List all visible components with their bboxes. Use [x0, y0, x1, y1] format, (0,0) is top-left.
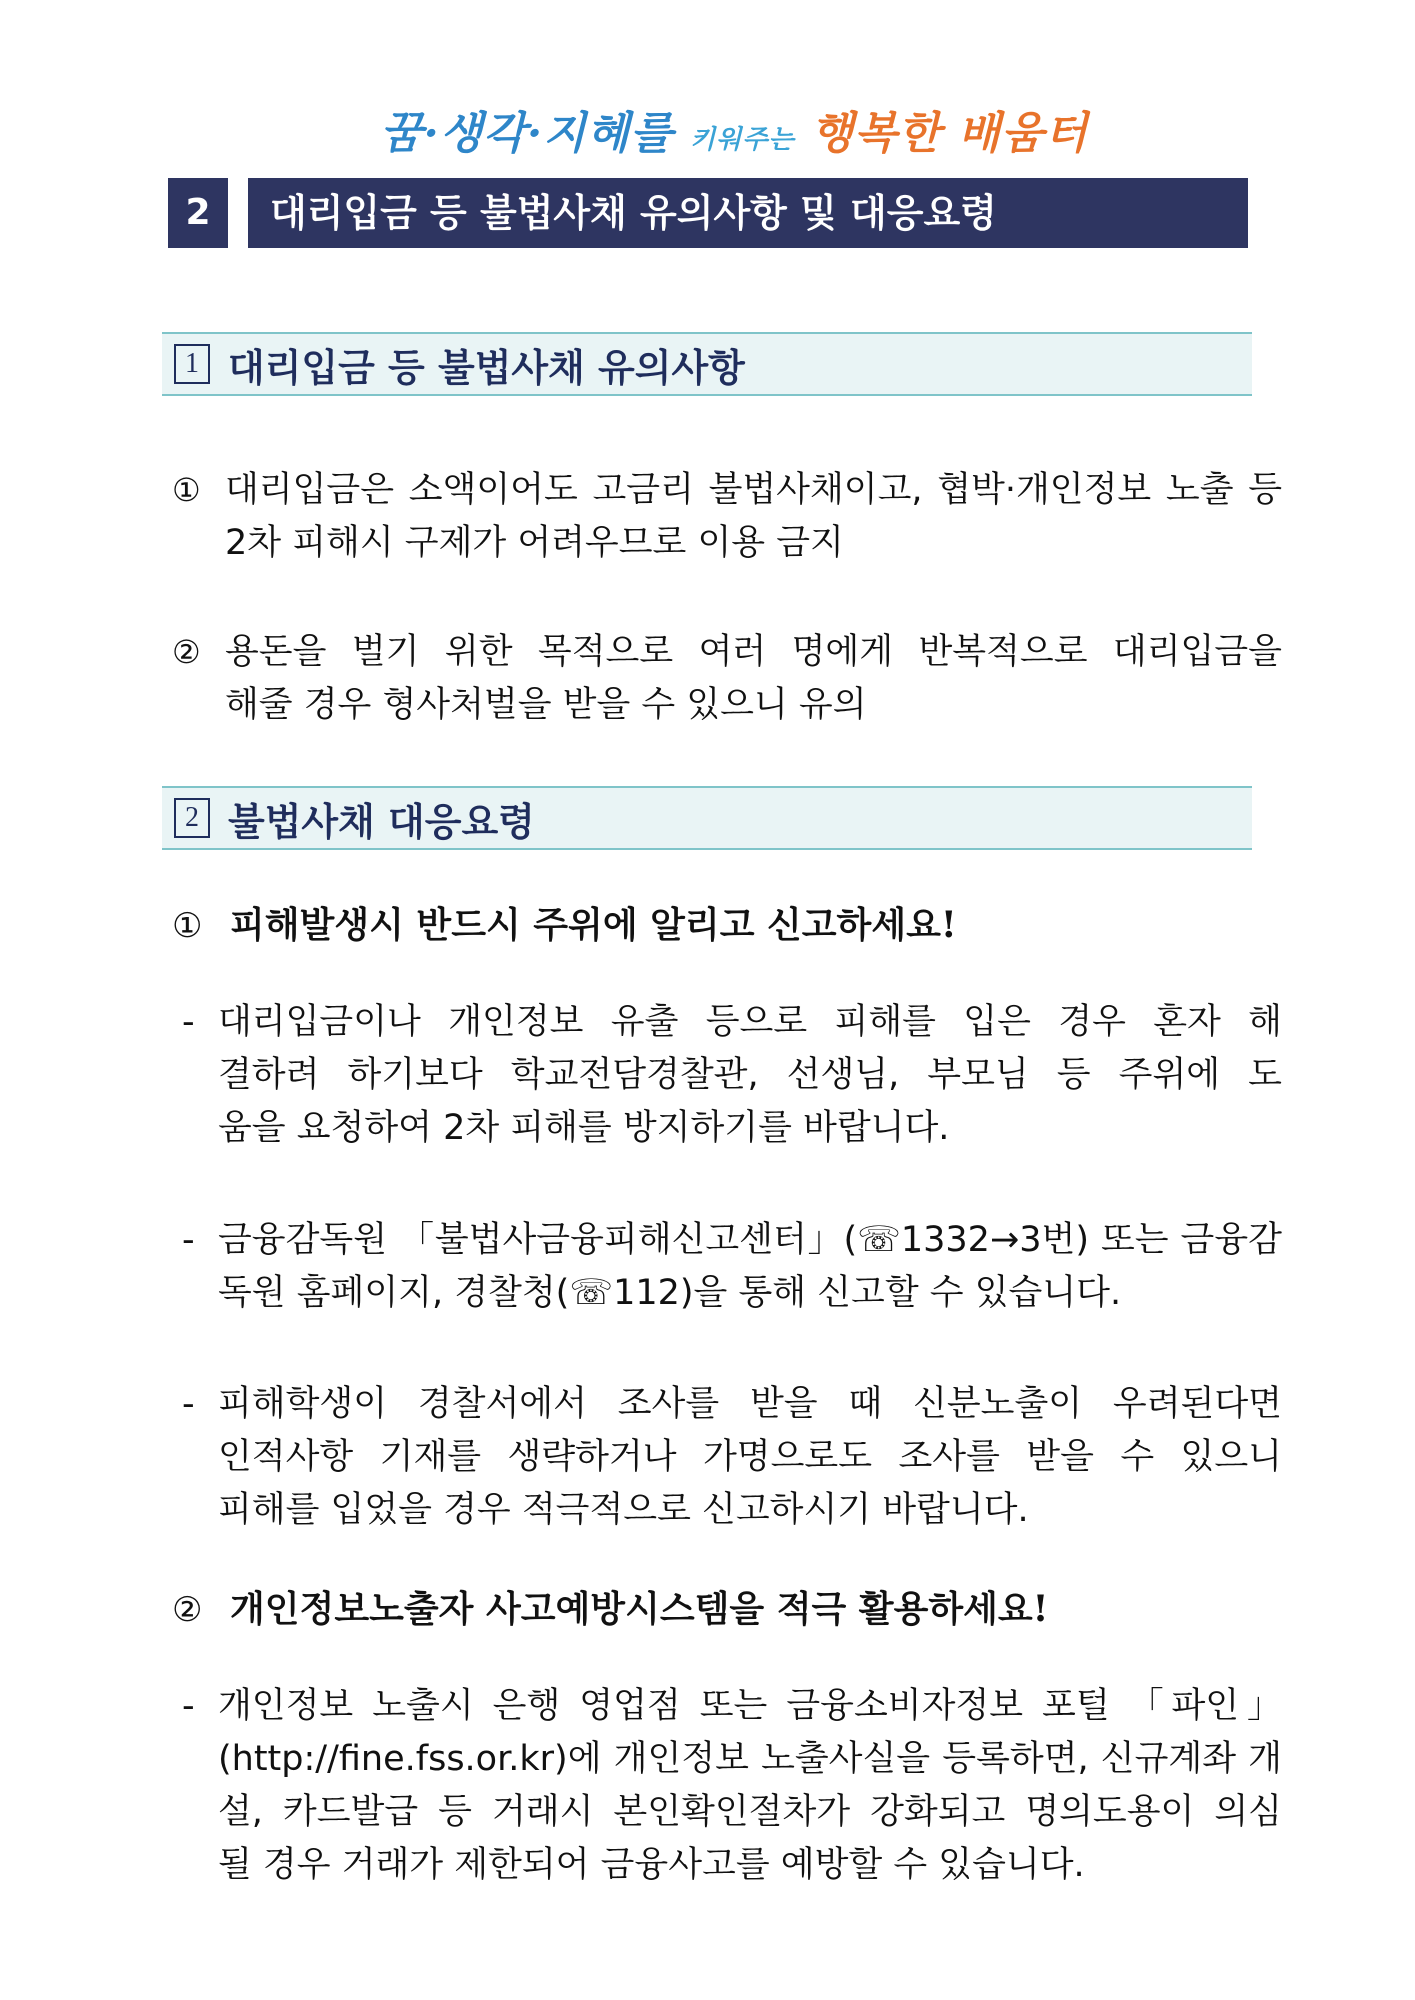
bullet-dash: - [182, 1220, 195, 1260]
response-1-bullet-3 [182, 1378, 1282, 1537]
bullet-dash: - [182, 1002, 195, 1042]
caution-item-2 [172, 626, 1282, 732]
chapter-number: 2 [168, 178, 228, 248]
bullet-line: 피해학생이 경찰서에서 조사를 받을 때 신분노출이 우려된다면 [218, 1384, 1282, 1424]
response-heading-2-marker: ② [172, 1590, 203, 1630]
caution-item-1-marker: ① [172, 471, 201, 509]
bullet-line: 개인정보 노출시 은행 영업점 또는 금융소비자정보 포털 「파인」 [218, 1686, 1282, 1726]
bullet-line: 결하려 하기보다 학교전담경찰관, 선생님, 부모님 등 주위에 도 [218, 1055, 1282, 1095]
response-heading-1-marker: ① [172, 906, 203, 946]
slogan-part-2: 키워주는 [690, 125, 795, 155]
bullet-line: 독원 홈페이지, 경찰청(☏112)을 통해 신고할 수 있습니다. [218, 1273, 1122, 1313]
response-heading-2 [172, 1584, 1282, 1635]
response-1-bullet-1 [182, 996, 1282, 1155]
response-heading-1 [172, 900, 1282, 951]
response-heading-2-title: 개인정보노출자 사고예방시스템을 적극 활용하세요! [230, 1588, 1049, 1630]
bullet-line: 될 경우 거래가 제한되어 금융사고를 예방할 수 있습니다. [218, 1845, 1085, 1885]
bullet-line: 피해를 입었을 경우 적극적으로 신고하시기 바랍니다. [218, 1490, 1029, 1530]
section-1-header [162, 332, 1252, 396]
bullet-dash: - [182, 1686, 195, 1726]
slogan-part-3: 행복한 배움터 [810, 108, 1089, 159]
section-2-header [162, 786, 1252, 850]
school-slogan-banner [380, 100, 1089, 168]
response-heading-1-title: 피해발생시 반드시 주위에 알리고 신고하세요! [230, 904, 957, 946]
bullet-line: 금융감독원 「불법사금융피해신고센터」(☏1332→3번) 또는 금융감 [218, 1220, 1282, 1260]
section-2-title: 불법사채 대응요령 [228, 799, 535, 844]
caution-item-1 [172, 464, 1282, 570]
bullet-line: 인적사항 기재를 생략하거나 가명으로도 조사를 받을 수 있으니 [218, 1437, 1282, 1477]
slogan-part-1: 꿈·생각·지혜를 [380, 108, 674, 159]
caution-item-1-line-2: 2차 피해시 구제가 어려우므로 이용 금지 [225, 523, 844, 563]
bullet-line: 움을 요청하여 2차 피해를 방지하기를 바랍니다. [218, 1108, 950, 1148]
bullet-line: 설, 카드발급 등 거래시 본인확인절차가 강화되고 명의도용이 의심 [218, 1792, 1282, 1832]
caution-item-2-line-1: 용돈을 벌기 위한 목적으로 여러 명에게 반복적으로 대리입금을 [225, 632, 1282, 672]
bullet-line: 대리입금이나 개인정보 유출 등으로 피해를 입은 경우 혼자 해 [218, 1002, 1282, 1042]
section-1-title: 대리입금 등 불법사채 유의사항 [228, 345, 745, 390]
section-2-marker: 2 [174, 798, 210, 838]
chapter-title: 대리입금 등 불법사채 유의사항 및 대응요령 [248, 178, 1248, 248]
response-1-bullet-2 [182, 1214, 1282, 1320]
caution-item-2-line-2: 해줄 경우 형사처벌을 받을 수 있으니 유의 [225, 685, 867, 725]
bullet-dash: - [182, 1384, 195, 1424]
response-2-bullet-1 [182, 1680, 1282, 1892]
bullet-line: (http://fine.fss.or.kr)에 개인정보 노출사실을 등록하면, 신규계좌 개 [218, 1739, 1282, 1779]
caution-item-1-line-1: 대리입금은 소액이어도 고금리 불법사채이고, 협박·개인정보 노출 등 [225, 470, 1282, 510]
caution-item-2-marker: ② [172, 633, 201, 671]
section-1-marker: 1 [174, 344, 210, 384]
